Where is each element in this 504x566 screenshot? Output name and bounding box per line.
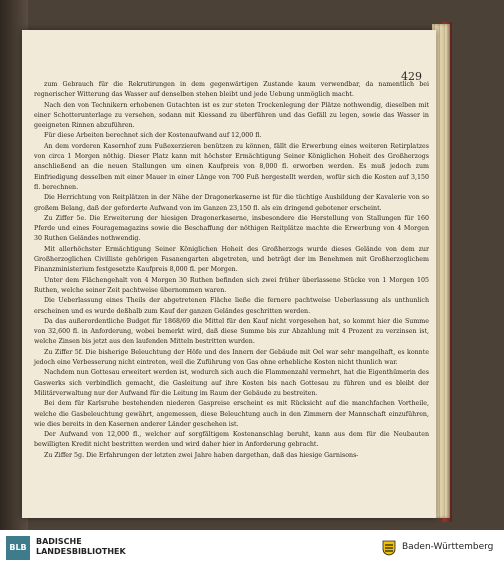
paragraph: Nachdem nun Gottesau erweitert werden ist, wodurch sich auch die Flammenzahl vermehrt, hat die Eigenthümerin des Gaswerks sich verbindlich gemacht, die Gasleitung auf ihre Kosten bis nach Gottesau zu führen und es bleibt der Militärverwaltung nur der Aufwand für die Leitung im Raum der Gebäude zu bestreiten. xyxy=(34,369,429,397)
paragraph: Mit allerhöchster Ermächtigung Seiner Königlichen Hoheit des Großherzogs wurde dieses Gelände von dem zur Großherzoglichen Civilliste gehörigen Fasanengarten abgetreten, und beträgt der im Benehmen mit Großherzoglichem Finanzministerium festgesetzte Kaufpreis 8,000 fl. per Morgen. xyxy=(34,245,429,274)
page-number: 429 xyxy=(401,70,422,83)
paragraph: Da das außerordentliche Budget für 1868/69 die Mittel für den Kauf nicht vorgesehen hat, so kommt hier die Summe von 32,600 fl. in Anforderung, wobei bemerkt wird, daß diese Summe bis zur Abzahlung mit 4 Prozent zu verzinsen ist, welche Zinsen bis jetzt aus den laufenden Mitteln bestritten wurden. xyxy=(34,317,429,346)
paragraph: Unter dem Flächengehalt von 4 Morgen 30 Ruthen befinden sich zwei früher überlassene Stücke von 1 Morgen 105 Ruthen, welche seiner Zeit pachtweise übernommen waren. xyxy=(34,276,429,294)
blb-logo[interactable]: BLB xyxy=(6,536,30,560)
book-page xyxy=(22,30,436,518)
paragraph: Zu Ziffer 5g. Die Erfahrungen der letzten zwei Jahre haben dargethan, daß das hiesige Garnisons- xyxy=(44,451,359,459)
state-name[interactable]: Baden-Württemberg xyxy=(402,542,494,552)
paragraph: zum Gebrauch für die Rekrutirungen in dem gegenwärtigen Zustande kaum verwendbar, da namentlich bei regnerischer Witterung das Wasser auf denselben stehen bleibt und jede Uebung unmöglich macht. xyxy=(34,81,429,99)
paragraph: Für diese Arbeiten berechnet sich der Kostenaufwand auf 12,000 fl. xyxy=(44,132,262,140)
paragraph: Zu Ziffer 5f. Die bisherige Beleuchtung der Höfe und des Innern der Gebäude mit Oel war sehr mangelhaft, es konnte jedoch eine Verbesserung nicht eintreten, weil die Zuführung von Gas ohne erhebliche Kosten nicht thunlich war. xyxy=(34,348,429,367)
paragraph: Nach den von Technikern erhobenen Gutachten ist es zur steten Trockenlegung der Plätze nothwendig, dieselben mit einer Schotterunterlage zu versehen, sodann mit Kiessand zu überführen und das Gefäll zu legen, sowie das Wasser in geeigneten Rinnen abzuführen. xyxy=(34,101,429,130)
baden-wuerttemberg-crest-icon[interactable] xyxy=(382,540,396,556)
library-footer xyxy=(0,530,504,566)
paragraph: Die Herrichtung von Reitplätzen in der Nähe der Dragonerkaserne ist für die tüchtige Ausbildung der Kavalerie von so großem Belang, daß der geforderte Aufwand von im Ganzen 23,150 fl. als ein dringend gebotener erscheint. xyxy=(34,194,429,212)
library-name-line2: LANDESBIBLIOTHEK xyxy=(36,547,126,556)
library-name-line1: BADISCHE xyxy=(36,537,82,546)
paragraph: An dem vorderen Kasernhof zum Fußexerzieren benützen zu können, fällt die Erwerbung eines weiteren Retirplatzes von circa 1 Morgen nöthig. Dieser Platz kann mit höchster Ermächtigung Seiner Königlichen Hoheit des Großherzogs anschließend an die neuen Stallungen um einen Kaufpreis von 8,000 fl. erworben werden. Es muß jedoch zum Einfriedigung desselben mit einer Mauer in einer Länge von 700 Fuß hergestellt werden, wofür sich die Kosten auf 3,150 fl. berechnen. xyxy=(34,142,429,191)
paragraph: Zu Ziffer 5e. Die Erweiterung der hiesigen Dragonerkaserne, insbesondere die Herstellung von Stallungen für 160 Pferde und eines Fouragemagazins sowie die Beschaffung der nöthigen Reitplätze machte die Erwerbung von 4 Morgen 30 Ruthen Geländes nothwendig. xyxy=(34,214,429,243)
paragraph: Bei dem für Karlsruhe bestehenden niederen Gaspreise erscheint es mit Rücksicht auf die manchfachen Vortheile, welche die Gasbeleuchtung gewährt, angemessen, diese Beleuchtung auch in den Zimmern der Mannschaft einzuführen, wie dies bereits in den Kasernen anderer Länder geschehen ist. xyxy=(34,400,429,428)
paragraph: Der Aufwand von 12,000 fl., welcher auf sorgfältigem Kostenanschlag beruht, kann aus dem für die Neubauten bewilligten Kredit nicht bestritten werden und wird daher hier in Anforderung gebracht. xyxy=(34,431,429,449)
paragraph: Die Ueberlassung eines Theils der abgetretenen Fläche ließe die fernere pachtweise Ueberlassung als unthunlich erscheinen und es wurde deßhalb zum Kauf der ganzen Geländes geschritten werden. xyxy=(34,297,429,315)
page-text xyxy=(34,80,429,461)
library-name[interactable] xyxy=(36,537,126,557)
